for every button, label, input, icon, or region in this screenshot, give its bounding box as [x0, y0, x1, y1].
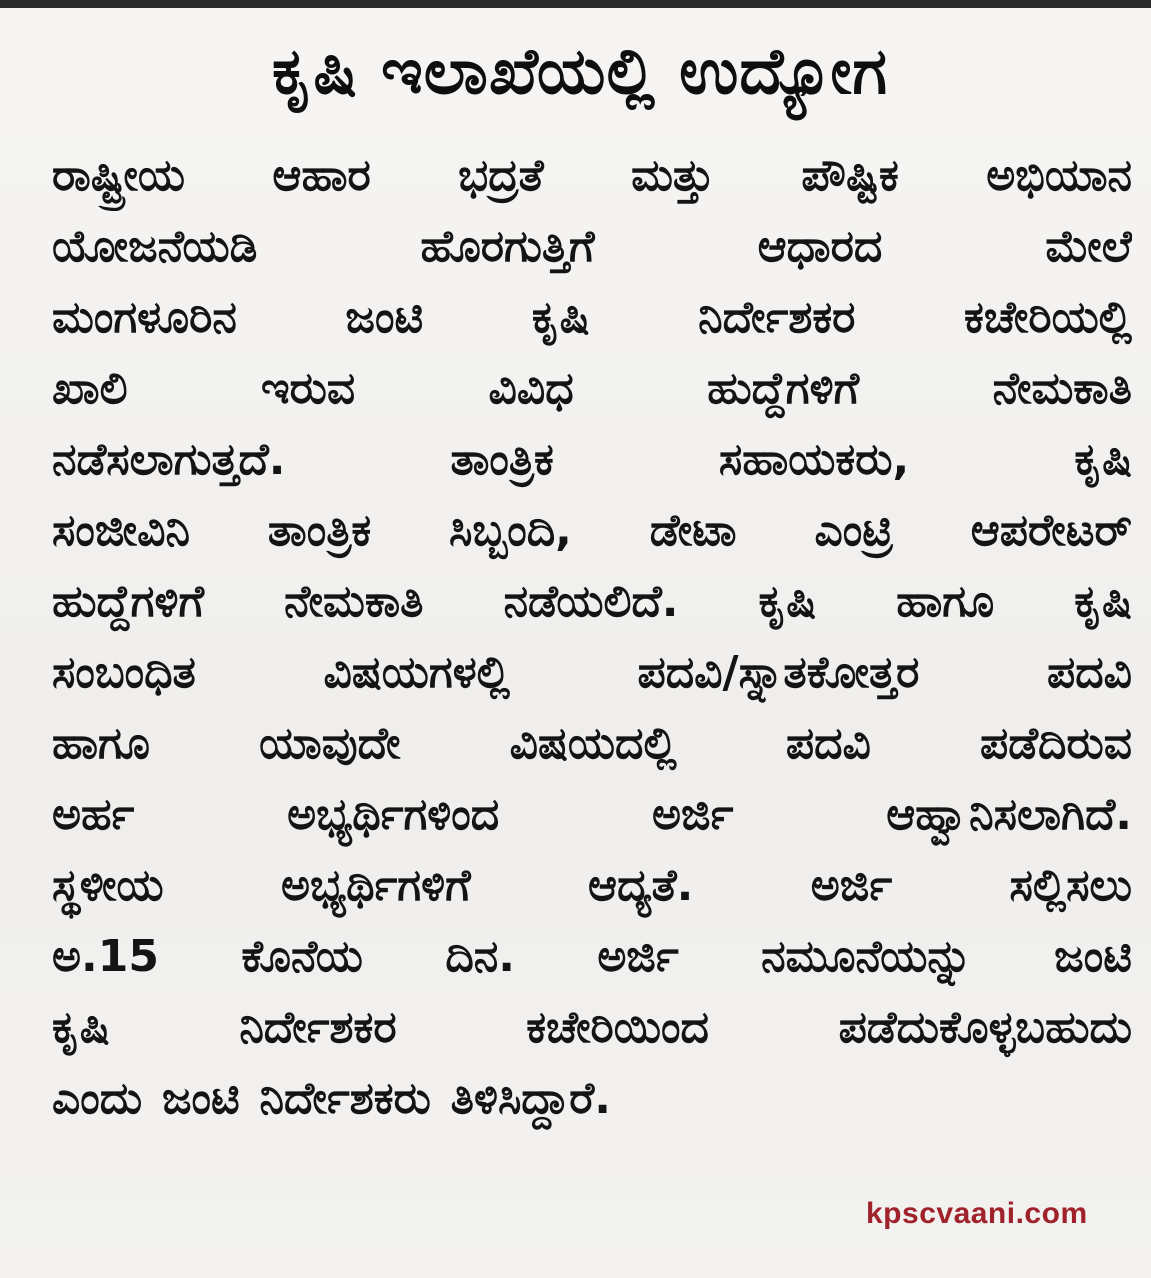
article-word: ಅರ್ಹ [52, 789, 135, 840]
article-word: ಅಭ್ಯರ್ಥಿಗಳಿಗೆ [280, 860, 471, 911]
article-word: ಅರ್ಜಿ [652, 789, 734, 840]
article-word: ನಮೂನೆಯನ್ನು [761, 931, 972, 982]
article-line [52, 1063, 1132, 1134]
headline: ಕೃಷಿ ಇಲಾಖೆಯಲ್ಲಿ ಉದ್ಯೋಗ [271, 35, 889, 109]
article-word: ಕೊನೆಯ [241, 931, 363, 982]
top-rule [0, 0, 1151, 8]
article-word: ಅರ್ಜಿ [597, 931, 679, 982]
article-word: ತಾಂತ್ರಿಕ [450, 434, 554, 485]
article-word: ಕೃಷಿ [52, 1002, 110, 1053]
article-word: ಜಂಟಿ [1054, 931, 1132, 982]
article-line [52, 779, 1132, 850]
article-body [52, 140, 1132, 1134]
article-word: ಅಭ್ಯರ್ಥಿಗಳಿಂದ [287, 789, 500, 840]
article-word: ಮೇಲೆ [1045, 221, 1132, 272]
article-line [52, 424, 1132, 495]
article-word: ಯಾವುದೇ [259, 718, 401, 769]
article-word: ಕಚೇರಿಯಿಂದ [526, 1002, 709, 1053]
article-word: ಪದವಿ/ಸ್ನಾತಕೋತ್ತರ [637, 647, 920, 698]
article-word: ಆಪರೇಟರ್ [970, 505, 1132, 556]
article-word: ವಿಷಯಗಳಲ್ಲಿ [323, 647, 510, 698]
article-word: ದಿನ. [445, 931, 515, 982]
article-line [52, 637, 1132, 708]
article-word: ಕೃಷಿ [1074, 576, 1132, 627]
article-word: ಅ.15 [52, 931, 159, 982]
article-line [52, 211, 1132, 282]
article-word: ಹೊರಗುತ್ತಿಗೆ [420, 221, 595, 272]
article-word: ಆಹಾರ [272, 150, 371, 201]
article-word: ಸಲ್ಲಿಸಲು [1009, 860, 1132, 911]
next-article-fragment [420, 1262, 740, 1278]
article-line [52, 708, 1132, 779]
article-line [52, 353, 1132, 424]
article-word: ಎಂದು [52, 1073, 143, 1124]
article-word: ವಿವಿಧ [488, 363, 574, 414]
article-word: ಹುದ್ದೆಗಳಿಗೆ [52, 576, 205, 627]
article-word: ನೇಮಕಾತಿ [992, 363, 1132, 414]
article-word: ಇರುವ [261, 363, 356, 414]
article-line [52, 282, 1132, 353]
article-word: ಯೋಜನೆಯಡಿ [52, 221, 258, 272]
article-word: ತಾಂತ್ರಿಕ [267, 505, 372, 556]
article-word: ಸಂಜೀವಿನಿ [52, 505, 190, 556]
article-word: ಸ್ಥಳೀಯ [52, 860, 164, 911]
article-word: ಕೃಷಿ [758, 576, 817, 627]
article-word: ರಾಷ್ಟ್ರೀಯ [52, 150, 186, 201]
article-word: ಹುದ್ದೆಗಳಿಗೆ [707, 363, 860, 414]
article-word: ಹಾಗೂ [52, 718, 150, 769]
article-word: ಹಾಗೂ [896, 576, 995, 627]
article-word: ಅರ್ಜಿ [810, 860, 893, 911]
article-line [52, 495, 1132, 566]
article-word: ಪದವಿ [1046, 647, 1132, 698]
article-word: ಆದ್ಯತೆ. [588, 860, 694, 911]
article-word: ನೇಮಕಾತಿ [284, 576, 424, 627]
article-word: ಮಂಗಳೂರಿನ [52, 292, 237, 343]
article-word: ಅಭಿಯಾನ [986, 150, 1132, 201]
article-word: ಆಧಾರದ [757, 221, 883, 272]
article-line [52, 850, 1132, 921]
article-word: ಕಚೇರಿಯಲ್ಲಿ [964, 292, 1132, 343]
article-word: ನಿರ್ದೇಶಕರ [239, 1002, 397, 1053]
article-word: ಮತ್ತು [631, 150, 714, 201]
article-word: ಸಿಬ್ಬಂದಿ, [449, 505, 572, 556]
article-line [52, 921, 1132, 992]
article-word: ಕೃಷಿ [1074, 434, 1132, 485]
article-word: ಜಂಟಿ [345, 292, 424, 343]
article-word: ಪೌಷ್ಟಿಕ [801, 150, 899, 201]
article-word: ತಿಳಿಸಿದ್ದಾರೆ. [450, 1073, 612, 1124]
article-word: ಡೇಟಾ [649, 505, 737, 556]
article-word: ಪಡೆದುಕೊಳ್ಳಬಹುದು [838, 1002, 1132, 1053]
article-word: ಪಡೆದಿರುವ [980, 718, 1132, 769]
article-word: ಆಹ್ವಾನಿಸಲಾಗಿದೆ. [886, 789, 1132, 840]
article-word: ಜಂಟಿ [161, 1073, 240, 1124]
article-word: ವಿಷಯದಲ್ಲಿ [509, 718, 677, 769]
article-word: ಕೃಷಿ [531, 292, 590, 343]
article-word: ಭದ್ರತೆ [458, 150, 544, 201]
article-word: ನಿರ್ದೇಶಕರು [259, 1073, 431, 1124]
article-word: ನಡೆಯಲಿದೆ. [503, 576, 679, 627]
article-word: ಖಾಲಿ [52, 363, 128, 414]
article-line [52, 992, 1132, 1063]
article-line [52, 566, 1132, 637]
article-word: ಸಹಾಯಕರು, [718, 434, 910, 485]
watermark: kpscvaani.com [866, 1197, 1088, 1230]
article-word: ನಿರ್ದೇಶಕರ [698, 292, 856, 343]
article-word: ಸಂಬಂಧಿತ [52, 647, 196, 698]
article-word: ಎಂಟ್ರಿ [814, 505, 893, 556]
article-word: ಪದವಿ [785, 718, 871, 769]
article-word: ನಡೆಸಲಾಗುತ್ತದೆ. [52, 434, 286, 485]
article-line [52, 140, 1132, 211]
